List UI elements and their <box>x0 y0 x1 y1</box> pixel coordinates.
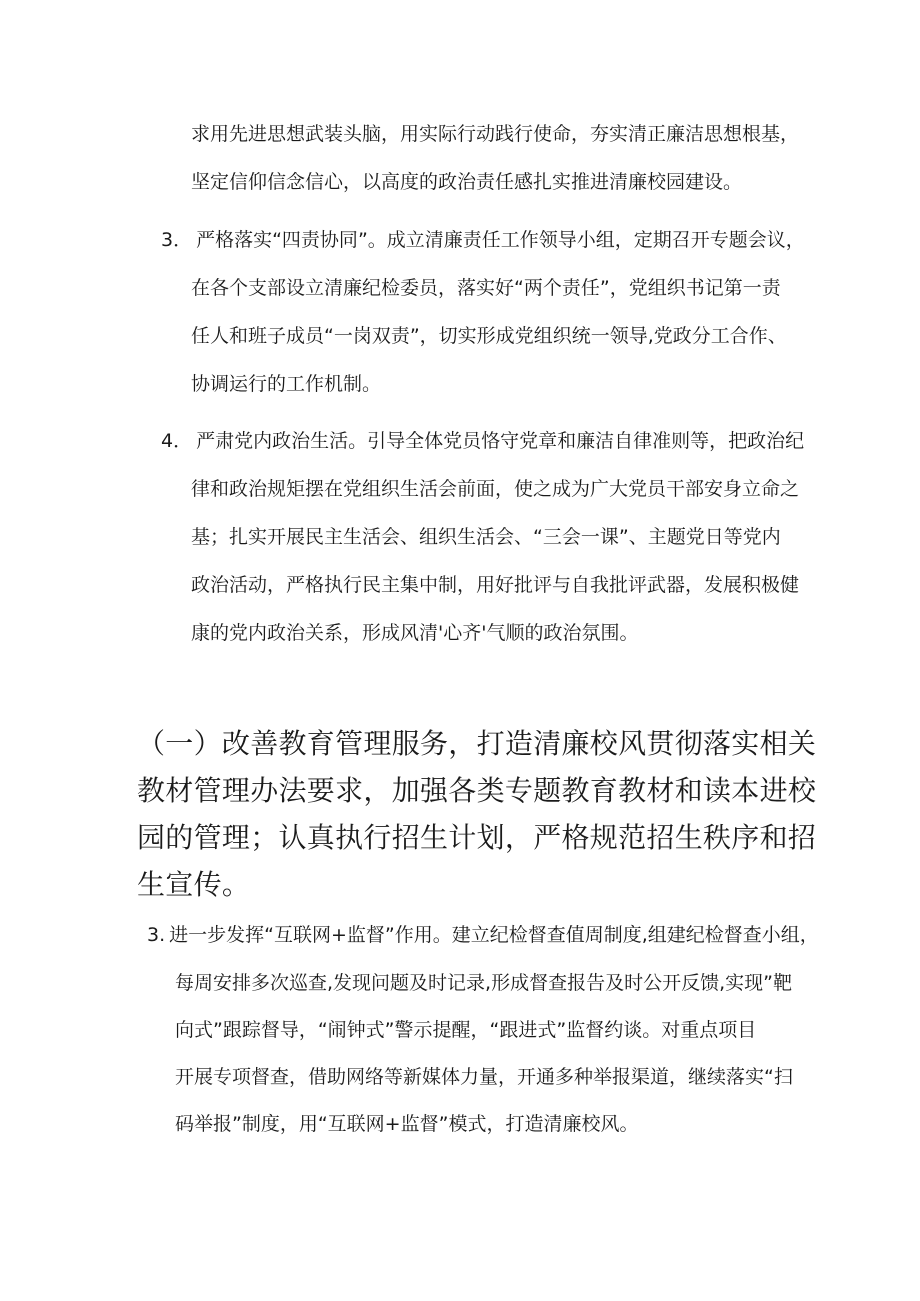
item-3-line-1: 3． 严格落实“四责协同”。成立清廉责任工作领导小组，定期召开专题会议， <box>161 216 805 264</box>
intro-line-2: 坚定信仰信念信心，以高度的政治责任感扎实推进清廉校园建设。 <box>191 171 743 193</box>
heading-line-1: （一）改善教育管理服务，打造清廉校风贯彻落实相关 <box>137 727 817 760</box>
item-3b-line-2: 每周安排多次巡查,发现问题及时记录,形成督查报告及时公开反馈,实现”靶 <box>175 972 792 994</box>
item-4-line-1: 4． 严肃党内政治生活。引导全体党员恪守党章和廉洁自律准则等，把政治纪 <box>161 417 804 465</box>
item-4-line-4: 政治活动，严格执行民主集中制，用好批评与自我批评武器，发展积极健 <box>191 574 800 596</box>
item-4-line-5: 康的党内政治关系，形成风清'心齐'气顺的政治氛围。 <box>191 622 639 644</box>
item-4-number: 4． <box>161 430 193 452</box>
item-4-line-2: 律和政治规矩摆在党组织生活会前面，使之成为广大党员干部安身立命之 <box>191 478 800 500</box>
item-3b-line-4: 开展专项督查，借助网络等新媒体力量，开通多种举报渠道，继续落实“扫 <box>175 1066 793 1088</box>
item-4-continuation <box>191 465 799 657</box>
item-3-line-4: 协调运行的工作机制。 <box>191 373 382 395</box>
heading-line-3: 园的管理；认真执行招生计划，严格规范招生秩序和招 <box>137 821 817 854</box>
item-3b-line-1: 3. 进一步发挥“互联网+监督”作用。建立纪检督查值周制度,组建纪检督查小组， <box>147 912 819 959</box>
item-3-continuation <box>191 264 787 408</box>
item-3-line-2: 在各个支部设立清廉纪检委员，落实好“两个责任”，党组织书记第一责 <box>191 277 781 299</box>
intro-paragraph <box>191 110 799 206</box>
item-3b-line-5: 码举报”制度，用“互联网+监督”模式，打造清廉校风。 <box>175 1113 639 1135</box>
item-3-number: 3． <box>161 229 193 251</box>
item-4-paragraph <box>161 417 804 465</box>
item-3b-continuation <box>175 960 793 1148</box>
heading-line-2: 教材管理办法要求，加强各类专题教育教材和读本进校 <box>137 774 817 807</box>
item-3-paragraph <box>161 216 805 264</box>
item-3b-number: 3. <box>147 924 166 946</box>
item-3b-paragraph <box>147 912 819 959</box>
item-4-line-3: 基；扎实开展民主生活会、组织生活会、“三会一课”、主题党日等党内 <box>191 526 781 548</box>
item-3b-line-3: 向式”跟踪督导，“闹钟式”警示提醒，“跟进式”监督约谈。对重点项目 <box>175 1019 757 1041</box>
item-3-line-3: 任人和班子成员“一岗双责”，切实形成党组织统一领导,党政分工合作、 <box>191 325 787 347</box>
intro-line-1: 求用先进思想武装头脑，用实际行动践行使命，夯实清正廉洁思想根基， <box>191 123 800 145</box>
section-heading <box>137 720 816 908</box>
heading-line-4: 生宣传。 <box>137 868 251 901</box>
